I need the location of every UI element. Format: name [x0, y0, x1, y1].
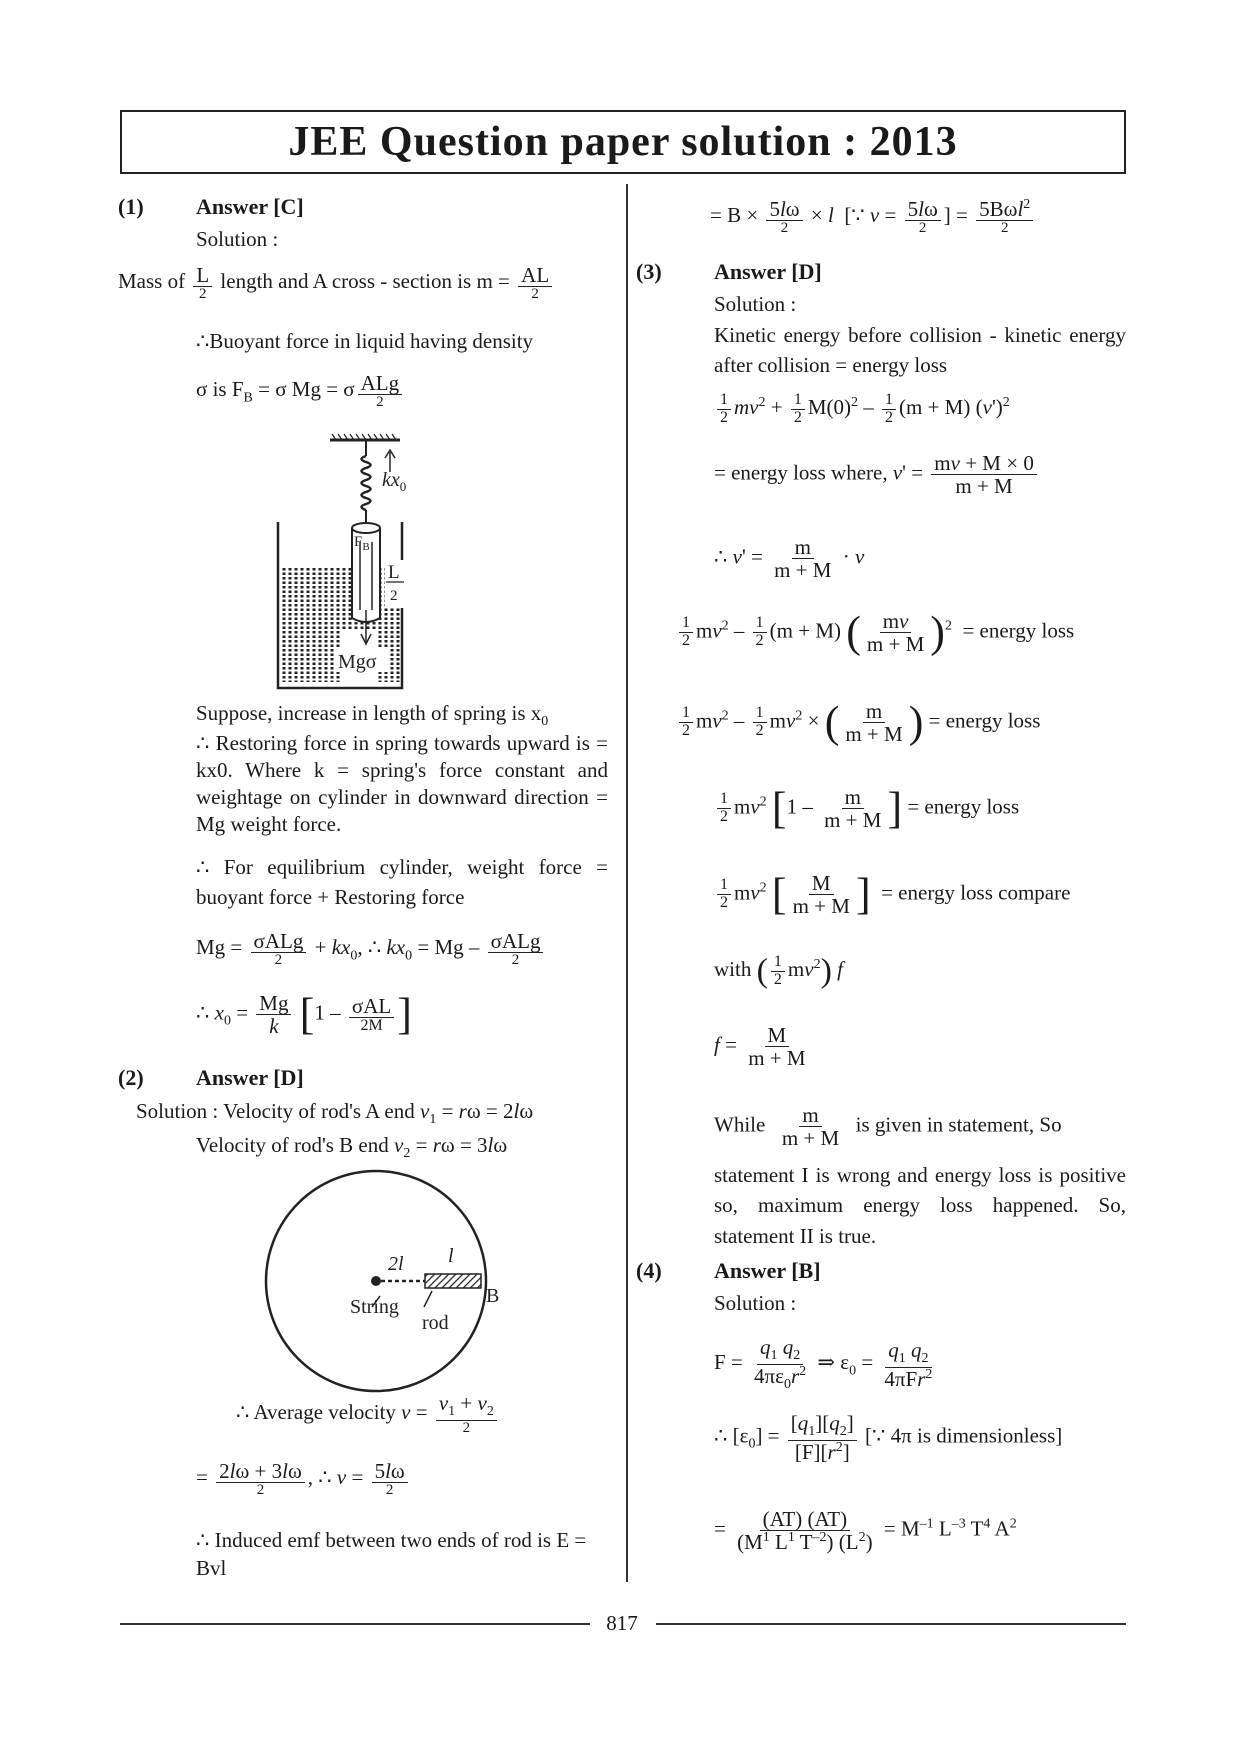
- q1-solution-label: Solution :: [196, 227, 279, 251]
- l-label: l: [448, 1245, 454, 1267]
- q3-eq8: with ( $\frac{1}{2}$ $mv^2$) f: [714, 952, 844, 990]
- q3-eq4: $\frac{1}{2}$ $mv^2$ – $\frac{1}{2}$ (m + M) ( $\frac{mv}{m + M}$ )$^2$ = energy loss: [676, 610, 1074, 655]
- q2-answer: Answer [D]: [196, 1065, 304, 1090]
- q3-eq2: = energy loss where, v' = $\frac{mv + M \times 0}{m + M}$: [714, 452, 1040, 497]
- q1-mg-equation: Mg = $\frac{\text{σALg}}{2}$ + $kx_0$, ∴ $kx_0 = Mg$ – $\frac{\text{σALg}}{2}$: [196, 930, 546, 969]
- q1-fb-formula: σ is $F_B = \sigma$ Mg = σ $\frac{\text{ALg}}{2}$: [196, 372, 405, 411]
- q2-average-velocity: ∴ Average velocity v = $\frac{v_1 + v_2}{2}$: [236, 1392, 500, 1437]
- q3-number: (3): [636, 259, 662, 284]
- q3-conclusion: statement I is wrong and energy loss is positive so, maximum energy loss happened. So, statement II is true.: [714, 1163, 1126, 1248]
- page-title: JEE Question paper solution : 2013: [120, 110, 1126, 174]
- q3-answer: Answer [D]: [714, 259, 822, 284]
- page-number: 817: [606, 1611, 638, 1635]
- spring-cylinder-diagram: [270, 430, 470, 692]
- q1-number: (1): [118, 194, 144, 219]
- mg-label: Mgσ: [338, 651, 377, 673]
- string-label: String: [350, 1296, 399, 1318]
- q1-mass-line: Mass of $\frac{L}{2}$ length and A cross - section is m = $\frac{AL}{2}$: [118, 264, 555, 303]
- column-divider: [626, 184, 628, 1582]
- q1-suppose: Suppose, increase in length of spring is $x_0$: [196, 701, 549, 730]
- q3-eq6: $\frac{1}{2}$ $mv^2$ [1 – $\frac{m}{m + M}$ ] = energy loss: [714, 786, 1019, 831]
- q1-answer: Answer [C]: [196, 194, 304, 219]
- q1-restoring: ∴ Restoring force in spring towards upward is = kx0. Where k = spring's force constant and weightage on cylinder in downward direction = Mg weight force.: [196, 731, 608, 836]
- q3-eq7: $\frac{1}{2}$ $mv^2$ [ $\frac{M}{m + M}$ ] = energy loss compare: [714, 872, 1070, 917]
- q3-eq9: f = $\frac{M}{m + M}$: [714, 1023, 806, 1071]
- fb-label: $F_B$: [354, 534, 370, 553]
- q3-eq5: $\frac{1}{2}$ $mv^2$ – $\frac{1}{2}$ $mv^2$ × ( $\frac{m}{m + M}$ ) = energy loss: [676, 700, 1040, 745]
- q1-buoyant-line: ∴Buoyant force in liquid having density: [196, 329, 534, 353]
- q3-ke-text: Kinetic energy before collision - kinetic energy after collision = energy loss: [714, 323, 1126, 378]
- q3-eq1: $\frac{1}{2}$ $mv^2$ + $\frac{1}{2}$ $M(0)^2$ – $\frac{1}{2}$ (m + M) $(v')^2$: [714, 392, 1010, 427]
- b-label: B: [486, 1285, 500, 1307]
- q4-solution-label: Solution :: [714, 1291, 797, 1315]
- rod-label: rod: [422, 1312, 449, 1334]
- q2-emf-result: = B × $\frac{5l\omega}{2}$ × l [∵ v = $\frac{5l\omega}{2}$ ] = $\frac{5B\omega l^2}{2}$: [710, 198, 1036, 237]
- q2-velocity-a: Solution : Velocity of rod's A end $v_1 = r\omega = 2l\omega$: [136, 1099, 534, 1128]
- footer-rule-left: [120, 1623, 590, 1625]
- q3-while-line: While $\frac{m}{m + M}$ is given in statement, So: [714, 1103, 1062, 1151]
- q2-emf-line: ∴ Induced emf between two ends of rod is E = Bvl: [196, 1528, 587, 1581]
- q4-eq3: = $\frac{(AT) (AT)}{(M^1 L^1 T^{-2}) (L^2)}$ = $M^{-1}$ $L^{-3}$ $T^4$ $A^2$: [714, 1507, 1017, 1555]
- q4-eq1: F = $\frac{q_1 q_2}{4\pi\varepsilon_0r^2}$ ⇒ $\varepsilon_0$ = $\frac{q_1 q_2}{4\pi Fr^2}$: [714, 1335, 933, 1393]
- length-label: L: [388, 562, 400, 583]
- q1-x0-equation: ∴ $x_0$ = $\frac{Mg}{k}$ [1 – $\frac{\text{σAL}}{2M}$ ]: [196, 989, 412, 1039]
- spring-force-label: $kx_0$: [382, 469, 407, 494]
- q4-number: (4): [636, 1258, 662, 1283]
- q3-eq3: ∴ v' = $\frac{m}{m + M}$ · v: [714, 535, 865, 583]
- rotating-rod-diagram: [260, 1165, 530, 1395]
- footer-rule-right: [656, 1623, 1126, 1625]
- q4-answer: Answer [B]: [714, 1258, 821, 1283]
- q4-eq2: ∴ $[\varepsilon_0]$ = $\frac{[q_1][q_2]}{[F][r^2]}$ [∵ 4π is dimensionless]: [714, 1411, 1063, 1464]
- q2-number: (2): [118, 1065, 144, 1090]
- twol-label: 2l: [388, 1253, 404, 1275]
- q3-solution-label: Solution :: [714, 292, 797, 316]
- q2-velocity-b: Velocity of rod's B end $v_2 = r\omega = 3l\omega$: [196, 1133, 508, 1162]
- q2-velocity-result: = $\frac{2l\omega + 3l\omega}{2}$ , ∴ v = $\frac{5l\omega}{2}$: [196, 1460, 411, 1499]
- q1-equilibrium: ∴ For equilibrium cylinder, weight force = buoyant force + Restoring force: [196, 855, 608, 910]
- svg-text:2: 2: [390, 588, 398, 604]
